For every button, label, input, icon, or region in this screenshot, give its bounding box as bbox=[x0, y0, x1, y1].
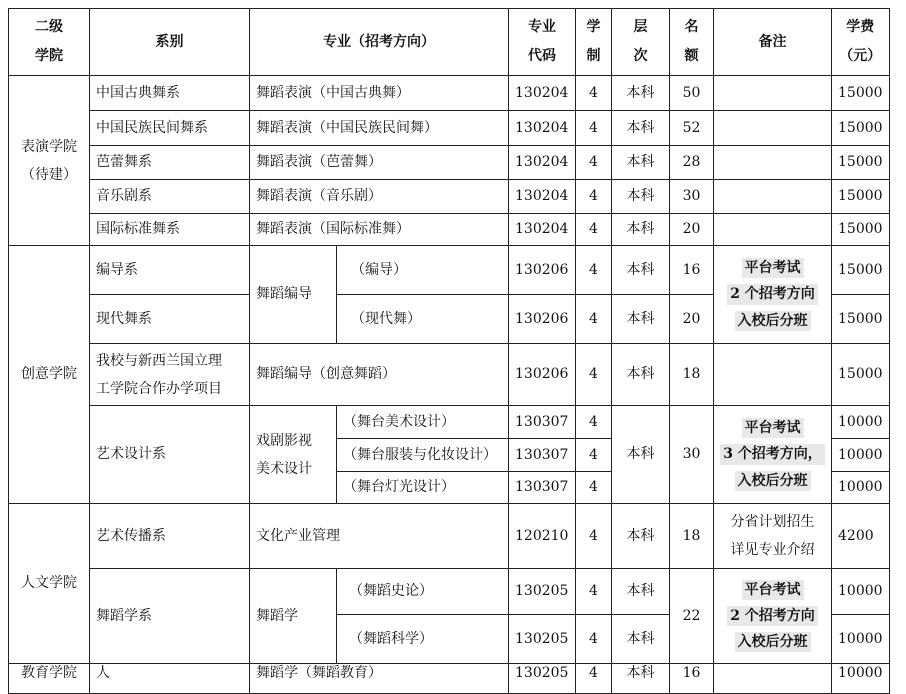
level-cell: 本科 bbox=[612, 76, 670, 111]
table-row bbox=[9, 406, 890, 439]
header-row bbox=[9, 9, 890, 76]
table-row bbox=[9, 76, 890, 111]
header-major: 专业（招考方向） bbox=[250, 9, 509, 76]
dept-cell: 我校与新西兰国立理 工学院合作办学项目 bbox=[90, 344, 250, 406]
level-cell: 本科 bbox=[612, 246, 670, 295]
admissions-table bbox=[8, 8, 890, 694]
direction-cell: （现代舞） bbox=[337, 295, 509, 344]
table-row bbox=[9, 344, 890, 406]
duration-cell: 4 bbox=[576, 615, 612, 664]
note-cell bbox=[714, 146, 832, 180]
header-fee: 学费 （元） bbox=[832, 9, 890, 76]
level-cell: 本科 bbox=[612, 344, 670, 406]
code-cell: 130204 bbox=[509, 180, 576, 214]
major-cell: 舞蹈表演（国际标准舞） bbox=[250, 214, 509, 246]
header-note: 备注 bbox=[714, 9, 832, 76]
note-cell bbox=[714, 180, 832, 214]
major-cell: 舞蹈学（舞蹈教育） bbox=[250, 664, 509, 694]
quota-cell: 16 bbox=[670, 664, 714, 694]
dept-cell: 舞蹈学系 bbox=[90, 569, 250, 664]
note-cell-design: 平台考试 3 个招考方向， 入校后分班 bbox=[714, 406, 832, 504]
level-cell: 本科 bbox=[612, 111, 670, 146]
level-cell: 本科 bbox=[612, 295, 670, 344]
code-cell: 130206 bbox=[509, 246, 576, 295]
duration-cell: 4 bbox=[576, 246, 612, 295]
level-cell: 本科 bbox=[612, 214, 670, 246]
duration-cell: 4 bbox=[576, 504, 612, 569]
table-row bbox=[9, 664, 890, 694]
dept-cell: 艺术设计系 bbox=[90, 406, 250, 504]
dept-cell: 芭蕾舞系 bbox=[90, 146, 250, 180]
duration-cell: 4 bbox=[576, 472, 612, 504]
fee-cell: 10000 bbox=[832, 615, 890, 664]
fee-cell: 10000 bbox=[832, 664, 890, 694]
fee-cell: 15000 bbox=[832, 76, 890, 111]
level-cell: 本科 bbox=[612, 180, 670, 214]
code-cell: 130206 bbox=[509, 344, 576, 406]
header-duration: 学 制 bbox=[576, 9, 612, 76]
fee-cell: 15000 bbox=[832, 111, 890, 146]
table-row bbox=[9, 146, 890, 180]
note-cell bbox=[714, 76, 832, 111]
header-code: 专业 代码 bbox=[509, 9, 576, 76]
note-cell: 分省计划招生 详见专业介绍 bbox=[714, 504, 832, 569]
header-college: 二级 学院 bbox=[9, 9, 90, 76]
note-cell bbox=[714, 664, 832, 694]
code-cell: 130307 bbox=[509, 406, 576, 439]
fee-cell: 15000 bbox=[832, 344, 890, 406]
note-cell-creative: 平台考试 2 个招考方向 入校后分班 bbox=[714, 246, 832, 344]
duration-cell: 4 bbox=[576, 439, 612, 472]
table-row bbox=[9, 569, 890, 615]
quota-cell: 52 bbox=[670, 111, 714, 146]
direction-cell: （舞台美术设计） bbox=[337, 406, 509, 439]
quota-cell: 50 bbox=[670, 76, 714, 111]
note-cell-dance-studies: 平台考试 2 个招考方向 入校后分班 bbox=[714, 569, 832, 664]
code-cell: 130204 bbox=[509, 146, 576, 180]
quota-cell: 30 bbox=[670, 180, 714, 214]
dept-cell: 现代舞系 bbox=[90, 295, 250, 344]
header-department: 系别 bbox=[90, 9, 250, 76]
code-cell: 130204 bbox=[509, 111, 576, 146]
duration-cell: 4 bbox=[576, 664, 612, 694]
college-cell-humanities: 人文学院 bbox=[9, 504, 90, 664]
college-cell-performance: 表演学院 （待建） bbox=[9, 76, 90, 246]
quota-cell: 30 bbox=[670, 406, 714, 504]
code-cell: 130206 bbox=[509, 295, 576, 344]
note-cell bbox=[714, 344, 832, 406]
code-cell: 130204 bbox=[509, 214, 576, 246]
quota-cell: 18 bbox=[670, 344, 714, 406]
direction-cell: （舞蹈史论） bbox=[337, 569, 509, 615]
quota-cell: 20 bbox=[670, 295, 714, 344]
college-cell-creative: 创意学院 bbox=[9, 246, 90, 504]
major-cell: 舞蹈编导 bbox=[250, 246, 337, 344]
note-cell bbox=[714, 111, 832, 146]
duration-cell: 4 bbox=[576, 76, 612, 111]
fee-cell: 10000 bbox=[832, 406, 890, 439]
major-cell: 舞蹈表演（中国民族民间舞） bbox=[250, 111, 509, 146]
quota-cell: 20 bbox=[670, 214, 714, 246]
dept-cell: 音乐剧系 bbox=[90, 180, 250, 214]
major-cell: 戏剧影视 美术设计 bbox=[250, 406, 337, 504]
quota-cell: 28 bbox=[670, 146, 714, 180]
fee-cell: 15000 bbox=[832, 146, 890, 180]
direction-cell: （舞台服装与化妆设计） bbox=[337, 439, 509, 472]
major-cell: 舞蹈表演（音乐剧） bbox=[250, 180, 509, 214]
fee-cell: 10000 bbox=[832, 439, 890, 472]
fee-cell: 15000 bbox=[832, 295, 890, 344]
code-cell: 130205 bbox=[509, 664, 576, 694]
note-cell bbox=[714, 214, 832, 246]
major-cell: 舞蹈表演（芭蕾舞） bbox=[250, 146, 509, 180]
level-cell: 本科 bbox=[612, 569, 670, 615]
table-row bbox=[9, 180, 890, 214]
fee-cell: 10000 bbox=[832, 472, 890, 504]
level-cell: 本科 bbox=[612, 504, 670, 569]
dept-cell: 编导系 bbox=[90, 246, 250, 295]
table-row bbox=[9, 111, 890, 146]
table-row bbox=[9, 504, 890, 569]
dept-cell: 中国古典舞系 bbox=[90, 76, 250, 111]
major-cell: 舞蹈学 bbox=[250, 569, 337, 664]
level-cell: 本科 bbox=[612, 406, 670, 504]
level-cell: 本科 bbox=[612, 615, 670, 664]
duration-cell: 4 bbox=[576, 111, 612, 146]
direction-cell: （编导） bbox=[337, 246, 509, 295]
fee-cell: 15000 bbox=[832, 214, 890, 246]
dept-cell: 艺术传播系 bbox=[90, 504, 250, 569]
fee-cell: 10000 bbox=[832, 569, 890, 615]
code-cell: 120210 bbox=[509, 504, 576, 569]
code-cell: 130204 bbox=[509, 76, 576, 111]
duration-cell: 4 bbox=[576, 406, 612, 439]
header-level: 层 次 bbox=[612, 9, 670, 76]
fee-cell: 4200 bbox=[832, 504, 890, 569]
major-cell: 舞蹈表演（中国古典舞） bbox=[250, 76, 509, 111]
duration-cell: 4 bbox=[576, 180, 612, 214]
code-cell: 130307 bbox=[509, 439, 576, 472]
table-row bbox=[9, 214, 890, 246]
code-cell: 130205 bbox=[509, 569, 576, 615]
header-quota: 名 额 bbox=[670, 9, 714, 76]
college-cell-education: 教育学院 bbox=[9, 664, 90, 694]
duration-cell: 4 bbox=[576, 214, 612, 246]
code-cell: 130307 bbox=[509, 472, 576, 504]
dept-cell: 中国民族民间舞系 bbox=[90, 111, 250, 146]
quota-cell: 22 bbox=[670, 569, 714, 664]
duration-cell: 4 bbox=[576, 146, 612, 180]
dept-cell: 人 bbox=[90, 664, 250, 694]
major-cell: 舞蹈编导（创意舞蹈） bbox=[250, 344, 509, 406]
direction-cell: （舞台灯光设计） bbox=[337, 472, 509, 504]
code-cell: 130205 bbox=[509, 615, 576, 664]
duration-cell: 4 bbox=[576, 295, 612, 344]
duration-cell: 4 bbox=[576, 344, 612, 406]
quota-cell: 18 bbox=[670, 504, 714, 569]
duration-cell: 4 bbox=[576, 569, 612, 615]
table-row bbox=[9, 246, 890, 295]
dept-cell: 国际标准舞系 bbox=[90, 214, 250, 246]
major-cell: 文化产业管理 bbox=[250, 504, 509, 569]
quota-cell: 16 bbox=[670, 246, 714, 295]
fee-cell: 15000 bbox=[832, 246, 890, 295]
direction-cell: （舞蹈科学） bbox=[337, 615, 509, 664]
fee-cell: 15000 bbox=[832, 180, 890, 214]
level-cell: 本科 bbox=[612, 146, 670, 180]
level-cell: 本科 bbox=[612, 664, 670, 694]
